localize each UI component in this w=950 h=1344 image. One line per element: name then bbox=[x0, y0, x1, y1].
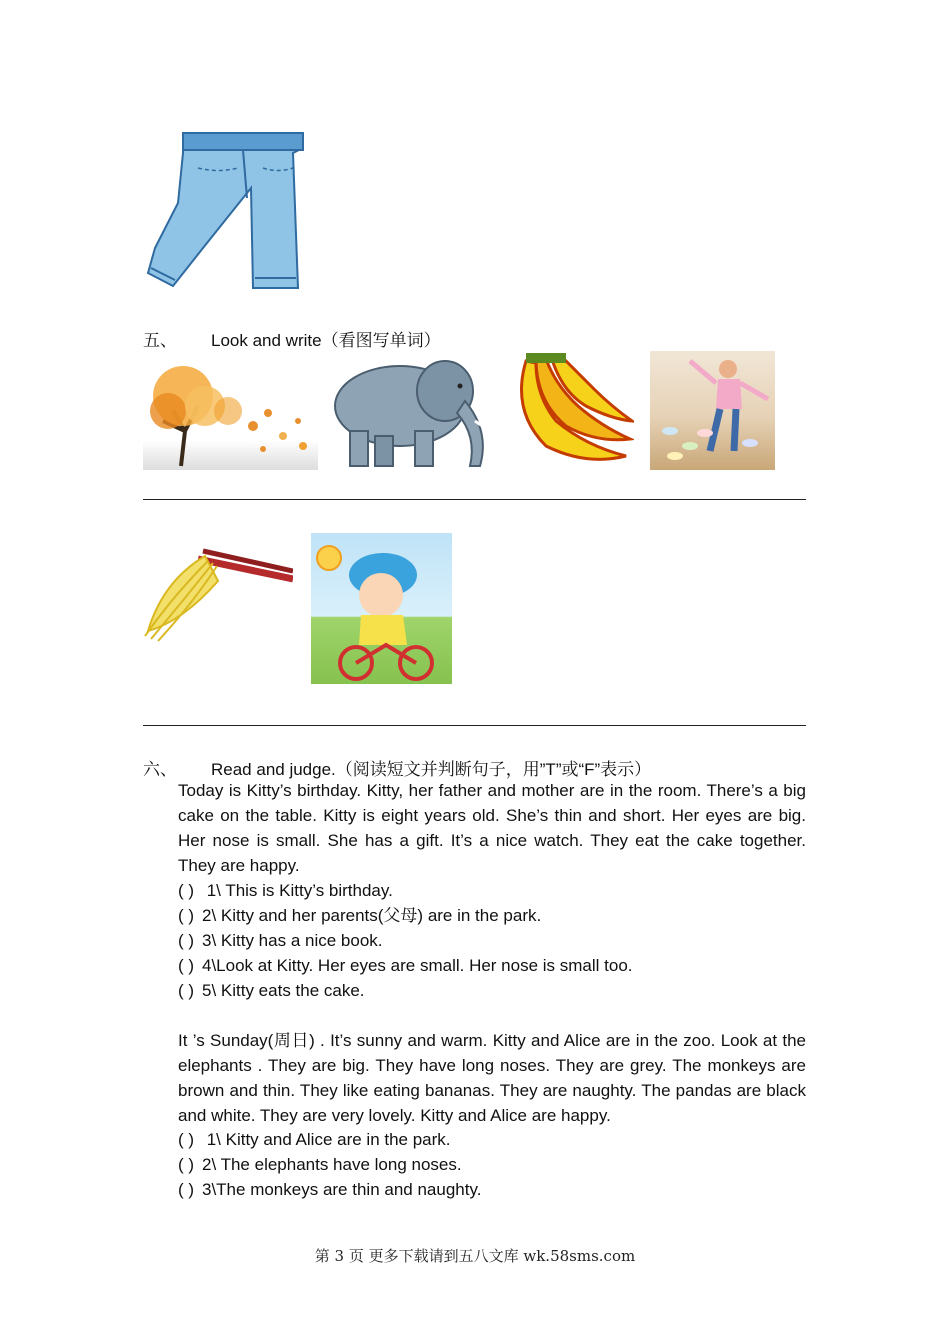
question-1-3 bbox=[178, 928, 383, 953]
page-footer: 第 3 页 更多下载请到五八文库 wk.58sms.com bbox=[314, 1247, 636, 1265]
section-5-number: 五、 bbox=[143, 331, 177, 350]
answer-blank[interactable]: ( ) bbox=[178, 956, 195, 975]
question-2-1 bbox=[178, 1127, 451, 1152]
answer-blank[interactable]: ( ) bbox=[178, 906, 195, 925]
noodles-picture bbox=[143, 541, 293, 683]
question-2-2 bbox=[178, 1152, 462, 1177]
answer-blank[interactable]: ( ) bbox=[178, 931, 195, 950]
question-text: 2\ The elephants have long noses. bbox=[202, 1155, 462, 1174]
elephant-picture bbox=[325, 351, 495, 470]
bananas-picture bbox=[506, 351, 634, 470]
section-6-title: Read and judge.（阅读短文并判断句子，用”T”或“F”表示） bbox=[211, 760, 652, 779]
question-1-1 bbox=[178, 878, 393, 903]
question-text: 2\ Kitty and her parents(父母) are in the park. bbox=[202, 906, 542, 925]
question-text: 1\ Kitty and Alice are in the park. bbox=[202, 1130, 451, 1149]
question-text: 3\ Kitty has a nice book. bbox=[202, 931, 383, 950]
section-5-heading bbox=[143, 326, 441, 351]
answer-blank[interactable]: ( ) bbox=[178, 881, 195, 900]
question-1-2 bbox=[178, 903, 541, 928]
autumn-tree-picture bbox=[143, 351, 318, 470]
answer-blank[interactable]: ( ) bbox=[178, 1130, 195, 1149]
question-2-3 bbox=[178, 1177, 481, 1202]
question-text: 1\ This is Kitty’s birthday. bbox=[202, 881, 393, 900]
section-6-heading bbox=[143, 755, 651, 780]
reading-passage-1: Today is Kitty’s birthday. Kitty, her father and mother are in the room. There’s a big cake on the table. Kitty is eight years old. She’s thin and short. Her eyes are big. Her nose is small. She has a gift. It’s a nice watch. They eat the cake together. They are happy. bbox=[178, 781, 806, 875]
answer-blank[interactable]: ( ) bbox=[178, 1155, 195, 1174]
answer-line-2[interactable] bbox=[143, 725, 806, 726]
question-text: 4\Look at Kitty. Her eyes are small. Her nose is small too. bbox=[202, 956, 633, 975]
jeans-picture bbox=[143, 128, 308, 298]
answer-line-1[interactable] bbox=[143, 499, 806, 500]
question-text: 5\ Kitty eats the cake. bbox=[202, 981, 365, 1000]
question-text: 3\The monkeys are thin and naughty. bbox=[202, 1180, 482, 1199]
question-1-4 bbox=[178, 953, 633, 978]
answer-blank[interactable]: ( ) bbox=[178, 1180, 195, 1199]
question-1-5 bbox=[178, 978, 365, 1003]
section-6-number: 六、 bbox=[143, 760, 177, 779]
answer-blank[interactable]: ( ) bbox=[178, 981, 195, 1000]
reading-passage-2: It ’s Sunday(周日) . It’s sunny and warm. Kitty and Alice are in the zoo. Look at the elephants . They are big. They have long noses. They are grey. The monkeys are brown and thin. They like eating bananas. They are naughty. The pandas are black and white. They are very lovely. Kitty and Alice are happy. bbox=[178, 1031, 806, 1125]
section-5-title: Look and write（看图写单词） bbox=[211, 331, 441, 350]
boy-bike-picture bbox=[311, 533, 452, 684]
hopscotch-picture bbox=[650, 351, 775, 470]
